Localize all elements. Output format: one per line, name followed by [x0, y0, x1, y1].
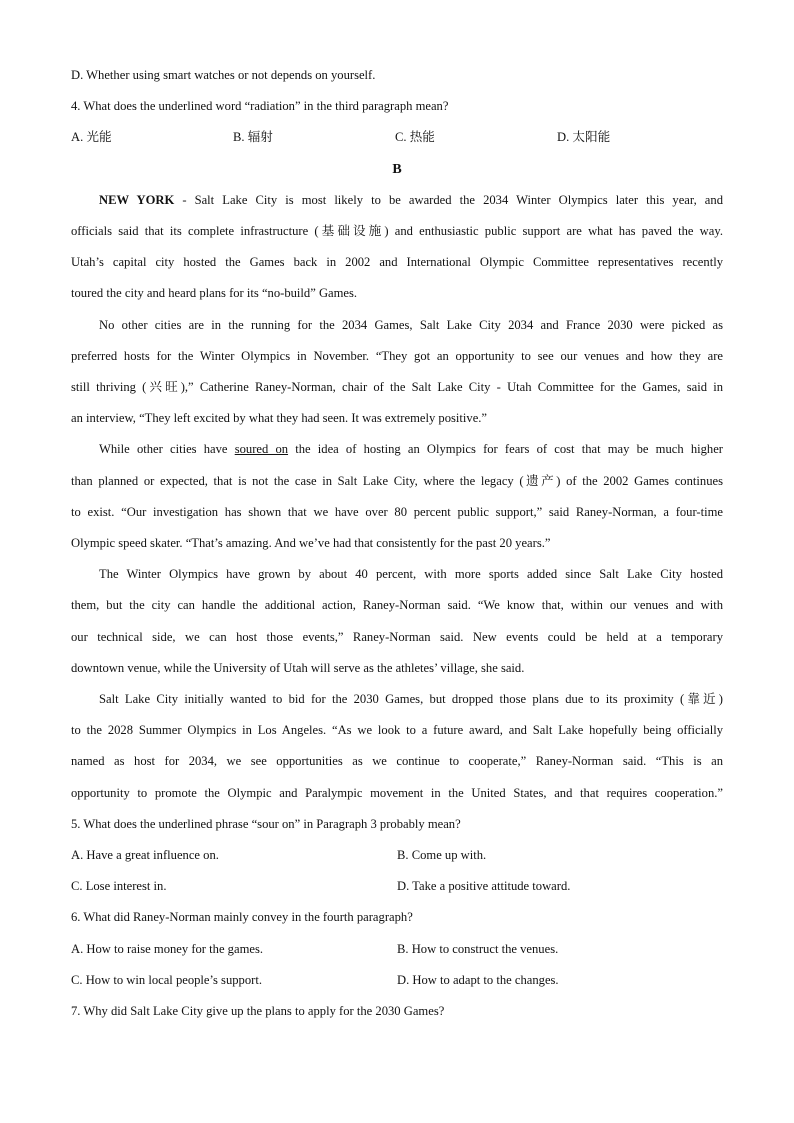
p5-line-4: opportunity to promote the Olympic and Paralympic movement in the United States, and that requires cooperation.”: [71, 785, 723, 800]
q6-options-row-2: [71, 965, 723, 996]
p1-line-3: Utah’s capital city hosted the Games back in 2002 and International Olympic Committee representatives recently: [71, 255, 723, 270]
dateline: NEW YORK: [99, 192, 175, 207]
q5-option-d: D. Take a positive attitude toward.: [397, 879, 571, 894]
p2-line-4: an interview, “They left excited by what they had seen. It was extremely positive.”: [71, 411, 488, 426]
paragraph-5: [71, 684, 723, 809]
q4-option-b: B. 辐射: [233, 130, 273, 145]
q6-option-b: B. How to construct the venues.: [397, 941, 559, 956]
p2-line-2: preferred hosts for the Winter Olympics in November. “They got an opportunity to see our venues and how they are: [71, 348, 723, 363]
p4-line-4: downtown venue, while the University of Utah will serve as the athletes’ village, she said.: [71, 660, 525, 675]
exam-page: [71, 60, 723, 1027]
q5-option-b: B. Come up with.: [397, 848, 487, 863]
q5-option-c: C. Lose interest in.: [71, 879, 167, 894]
paragraph-2: [71, 310, 723, 435]
q4-option-a: A. 光能: [71, 130, 112, 145]
q6-options-row-1: [71, 934, 723, 965]
q6-option-a: A. How to raise money for the games.: [71, 941, 264, 956]
paragraph-4: [71, 559, 723, 684]
p3-line-4: Olympic speed skater. “That’s amazing. And we’ve had that consistently for the past 20 years.”: [71, 536, 551, 551]
p1-line-1: [71, 185, 723, 216]
p5-line-3: named as host for 2034, we see opportunities as we continue to cooperate,” Raney-Norman said. “This is an: [71, 754, 723, 769]
p4-line-2: them, but the city can handle the additional action, Raney-Norman said. “We know that, within our venues and with: [71, 598, 723, 613]
q4-question: 4. What does the underlined word “radiation” in the third paragraph mean?: [71, 99, 449, 114]
q4-option-c: C. 热能: [395, 130, 435, 145]
q4-option-d: D. 太阳能: [557, 130, 611, 145]
q7-question: 7. Why did Salt Lake City give up the plans to apply for the 2030 Games?: [71, 1004, 445, 1019]
p2-line-1: No other cities are in the running for the 2034 Games, Salt Lake City 2034 and France 2030 were picked as: [99, 317, 723, 332]
p1-line-1-text: - Salt Lake City is most likely to be awarded the 2034 Winter Olympics later this year, and: [174, 192, 723, 207]
p3-line-1-b: the idea of hosting an Olympics for fears of cost that may be much higher: [288, 442, 723, 457]
p4-line-1: The Winter Olympics have grown by about 40 percent, with more sports added since Salt Lake City hosted: [99, 567, 723, 582]
q6-option-d: D. How to adapt to the changes.: [397, 972, 559, 987]
paragraph-3: [71, 434, 723, 559]
p4-line-3: our technical side, we can host those events,” Raney-Norman said. New events could be held at a temporary: [71, 629, 723, 644]
q5-option-a: A. Have a great influence on.: [71, 848, 219, 863]
paragraph-1: [71, 185, 723, 310]
p1-line-4: toured the city and heard plans for its “no-build” Games.: [71, 286, 358, 301]
p5-line-2: to the 2028 Summer Olympics in Los Angeles. “As we look to a future award, and Salt Lake hopefully being officially: [71, 723, 723, 738]
q5-options-row-2: [71, 871, 723, 902]
p3-line-2: than planned or expected, that is not the case in Salt Lake City, where the legacy (遗产) of the 2002 Games continues: [71, 473, 723, 488]
section-label: B: [392, 161, 402, 177]
p3-line-1-a: While other cities have: [99, 442, 235, 457]
p2-line-3: still thriving (兴旺),” Catherine Raney-Norman, chair of the Salt Lake City - Utah Committee for the Games, said in: [71, 380, 723, 395]
p1-line-2: officials said that its complete infrastructure (基础设施) and enthusiastic public support are what has paved the way.: [71, 224, 723, 239]
p3-line-1: [71, 434, 723, 465]
q5-question: 5. What does the underlined phrase “sour on” in Paragraph 3 probably mean?: [71, 816, 461, 831]
q6-question: 6. What did Raney-Norman mainly convey in the fourth paragraph?: [71, 910, 413, 925]
q4-options: [71, 122, 723, 153]
q6-option-c: C. How to win local people’s support.: [71, 972, 262, 987]
p3-line-3: to exist. “Our investigation has shown that we have over 80 percent public support,” said Raney-Norman, a four-time: [71, 504, 723, 519]
underlined-phrase: soured on: [234, 442, 289, 457]
q5-options-row-1: [71, 840, 723, 871]
q3-option-d: D. Whether using smart watches or not depends on yourself.: [71, 68, 376, 82]
p5-line-1: Salt Lake City initially wanted to bid for the 2030 Games, but dropped those plans due to its proximity (靠近): [99, 692, 723, 707]
